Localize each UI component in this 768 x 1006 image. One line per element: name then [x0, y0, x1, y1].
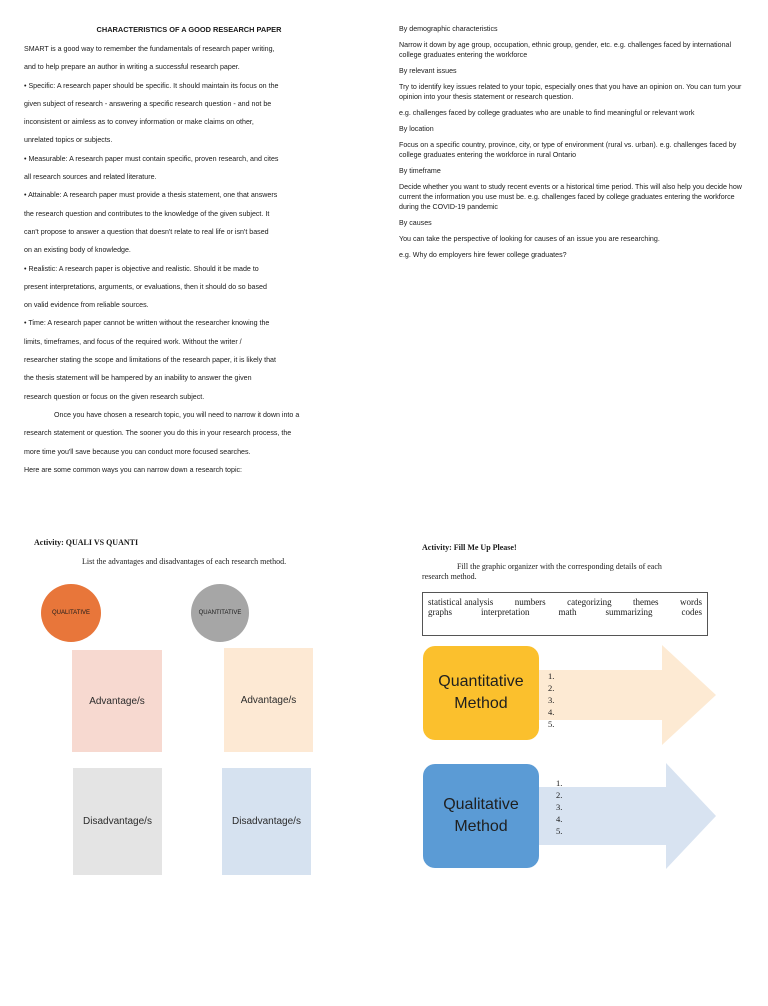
paper-line: can't propose to answer a question that doesn't relate to real life or isn't based: [24, 227, 269, 236]
word-bank-term: themes: [633, 597, 659, 607]
paper-line: • Measurable: A research paper must contain specific, proven research, and cites: [24, 154, 279, 163]
narrowing-paragraph: e.g. challenges faced by college graduates who are unable to find meaningful or relevant work: [399, 109, 695, 117]
quantitative-details-list: [548, 670, 554, 730]
qualitative-disadvantage-box[interactable]: [73, 768, 162, 875]
detail-number: 4.: [548, 707, 555, 717]
activity2-instruction-line2: research method.: [422, 572, 477, 581]
narrowing-heading: By demographic characteristics: [399, 25, 498, 33]
paper-line: Once you have chosen a research topic, you will need to narrow it down into a: [54, 410, 300, 419]
qualitative-method-line2: Method: [454, 818, 508, 835]
paper-line: unrelated topics or subjects.: [24, 136, 113, 145]
paper-line: given subject of research - answering a specific research question - and not be: [24, 99, 272, 108]
detail-number: 3.: [556, 802, 563, 812]
word-bank-term: math: [558, 607, 577, 617]
paper-body: [24, 40, 354, 479]
paper-line: more time you'll save because you can conduct more focused searches.: [24, 447, 251, 456]
advantage-label: Advantage/s: [240, 694, 297, 706]
word-bank-row: [428, 597, 702, 607]
paper-line: all research sources and related literature.: [24, 173, 157, 182]
qualitative-details-list: [556, 777, 562, 837]
paper-line: on an existing body of knowledge.: [24, 246, 131, 255]
detail-number: 3.: [548, 695, 555, 705]
paper-line: and to help prepare an author in writing a successful research paper.: [24, 63, 240, 72]
paper-line: research question or focus on the given research subject.: [24, 392, 205, 401]
quantitative-label: QUANTITATIVE: [198, 610, 242, 616]
quantitative-method-box: [423, 646, 539, 740]
qualitative-circle: [41, 584, 101, 642]
paper-line: Here are some common ways you can narrow down a research topic:: [24, 465, 243, 474]
narrowing-heading: By relevant issues: [399, 67, 457, 75]
advantage-label: Advantage/s: [89, 695, 145, 707]
activity1-instruction: List the advantages and disadvantages of each research method.: [82, 557, 287, 566]
qualitative-label: QUALITATIVE: [51, 610, 91, 616]
narrowing-heading: By location: [399, 125, 434, 133]
detail-number: 4.: [556, 814, 563, 824]
characteristics-section: [24, 22, 354, 479]
quantitative-method-line1: Quantitative: [438, 673, 524, 690]
detail-number: 2.: [556, 790, 563, 800]
paper-line: • Attainable: A research paper must provide a thesis statement, one that answers: [24, 191, 278, 200]
word-bank-term: graphs: [428, 607, 452, 617]
word-bank-term: summarizing: [605, 607, 653, 617]
detail-number: 1.: [548, 671, 555, 681]
paper-line: • Time: A research paper cannot be written without the researcher knowing the: [24, 319, 270, 328]
quantitative-circle: [191, 584, 249, 642]
disadvantage-label: Disadvantage/s: [232, 816, 301, 827]
paper-line: SMART is a good way to remember the fundamentals of research paper writing,: [24, 45, 275, 53]
narrowing-paragraph: Decide whether you want to study recent events or a historical time period. This will also help you decide how current the information you use must be. e.g. challenges faced by college graduates entering the workforce during the COVID-19 pandemic: [399, 183, 742, 211]
narrowing-paragraph: Try to identify key issues related to your topic, especially ones that you have an opinion on. You can turn your opinion into your thesis statement or research question.: [399, 83, 742, 101]
quantitative-method-line2: Method: [454, 695, 508, 712]
detail-number: 5.: [548, 719, 555, 729]
word-bank-row: [428, 607, 702, 617]
narrowing-paragraph: e.g. Why do employers hire fewer college graduates?: [399, 251, 567, 259]
qualitative-method-line1: Qualitative: [443, 796, 519, 813]
narrowing-section: [399, 22, 749, 266]
quantitative-advantage-box[interactable]: [224, 648, 313, 752]
paper-line: inconsistent or aimless as to convey information or make claims on other,: [24, 118, 254, 127]
word-bank-term: codes: [681, 607, 702, 617]
activity1-title: Activity: QUALI VS QUANTI: [34, 538, 139, 547]
paper-line: the research question and contributes to the knowledge of the given subject. It: [24, 209, 270, 218]
narrowing-heading: By causes: [399, 219, 432, 227]
narrowing-paragraph: Focus on a specific country, province, city, or type of environment (rural vs. urban). e.g. challenges faced by college graduates entering the workforce in rural Ontario: [399, 141, 737, 159]
quantitative-disadvantage-box[interactable]: [222, 768, 311, 875]
qualitative-advantage-box[interactable]: [72, 650, 162, 752]
narrowing-paragraph: You can take the perspective of looking for causes of an issue you are researching.: [399, 235, 660, 243]
paper-line: limits, timeframes, and focus of the required work. Without the writer /: [24, 337, 242, 346]
quantitative-arrow: [530, 645, 716, 745]
word-bank-term: categorizing: [567, 597, 612, 607]
word-bank-term: numbers: [514, 597, 546, 607]
disadvantage-label: Disadvantage/s: [83, 816, 152, 827]
paper-line: researcher stating the scope and limitations of the research paper, it is likely that: [24, 356, 276, 365]
narrowing-paragraph: Narrow it down by age group, occupation, ethnic group, gender, etc. e.g. challenges faced by international college graduates entering the workforce: [399, 41, 732, 59]
activity2-instruction-line1: Fill the graphic organizer with the corresponding details of each: [457, 562, 662, 571]
narrowing-heading: By timeframe: [399, 167, 441, 175]
paper-line: • Specific: A research paper should be specific. It should maintain its focus on the: [24, 81, 279, 90]
word-bank-term: interpretation: [481, 607, 530, 617]
word-bank-term: statistical analysis: [428, 597, 494, 607]
word-bank: [422, 592, 708, 636]
paper-line: present interpretations, arguments, or evaluations, then it should do so based: [24, 282, 267, 291]
paper-line: research statement or question. The sooner you do this in your research process, the: [24, 429, 292, 438]
paper-line: the thesis statement will be hampered by an inability to answer the given: [24, 374, 252, 383]
detail-number: 1.: [556, 778, 563, 788]
word-bank-term: words: [679, 597, 702, 607]
paper-line: • Realistic: A research paper is objective and realistic. Should it be made to: [24, 264, 259, 273]
activity2-title: Activity: Fill Me Up Please!: [422, 543, 517, 552]
qualitative-method-box: [423, 764, 539, 868]
paper-line: on valid evidence from reliable sources.: [24, 301, 149, 310]
detail-number: 2.: [548, 683, 555, 693]
paper-title: CHARACTERISTICS OF A GOOD RESEARCH PAPER: [96, 25, 282, 34]
detail-number: 5.: [556, 826, 563, 836]
